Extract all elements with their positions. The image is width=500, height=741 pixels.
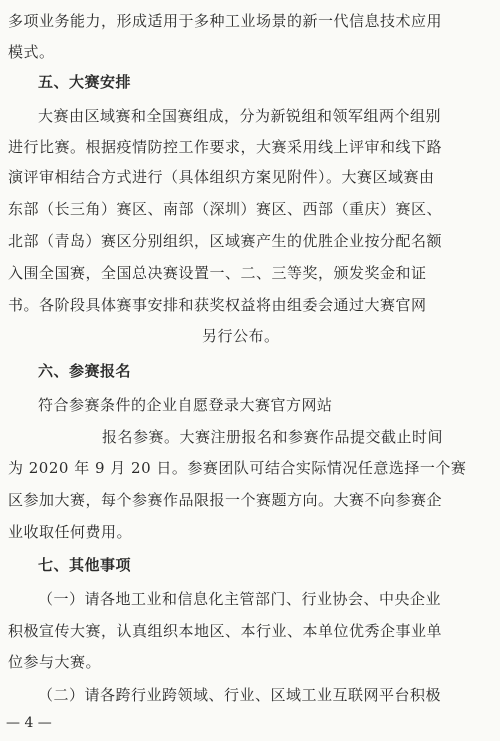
section-7-line-3: 位参与大赛。 [8,653,102,671]
section-5-line-5: 北部（青岛）赛区分别组织，区域赛产生的优胜企业按分配名额 [8,232,443,250]
section-5-line-6: 入围全国赛，全国总决赛设置一、二、三等奖，颁发奖金和证 [8,264,427,282]
section-6-line-5: 业收取任何费用。 [8,523,133,541]
section-5-line-1: 大赛由区域赛和全国赛组成，分为新锐组和领军组两个组别 [38,107,442,125]
section-6-line-2: 报名参赛。大赛注册报名和参赛作品提交截止时间 [102,428,444,446]
section-5-heading: 五、大赛安排 [38,73,132,91]
section-7-heading: 七、其他事项 [38,556,132,574]
section-6-heading: 六、参赛报名 [38,362,132,380]
section-6-line-3: 为 2020 年 9 月 20 日。参赛团队可结合实际情况任意选择一个赛 [8,459,467,477]
section-6-line-4: 区参加大赛，每个参赛作品限报一个赛题方向。大赛不向参赛企 [8,491,443,509]
section-7-line-2: 积极宣传大赛，认真组织本地区、本行业、本单位优秀企事业单 [8,622,443,640]
section-5-line-4: 东部（长三角）赛区、南部（深圳）赛区、西部（重庆）赛区、 [8,200,443,218]
page-number: — 4 — [6,715,52,731]
intro-line-1: 多项业务能力，形成适用于多种工业场景的新一代信息技术应用 [8,12,443,30]
section-6-line-1: 符合参赛条件的企业自愿登录大赛官方网站 [38,396,333,414]
section-5-line-2: 进行比赛。根据疫情防控工作要求，大赛采用线上评审和线下路 [8,138,443,156]
section-7-line-1: （一）请各地工业和信息化主管部门、行业协会、中央企业 [38,590,442,608]
section-5-line-7: 书。各阶段具体赛事安排和获奖权益将由组委会通过大赛官网 [8,296,427,314]
section-5-line-3: 演评审相结合方式进行（具体组织方案见附件）。大赛区域赛由 [8,168,435,186]
section-7-line-4: （二）请各跨行业跨领域、行业、区域工业互联网平台积极 [38,686,442,704]
intro-line-2: 模式。 [8,43,55,61]
section-5-line-8: 另行公布。 [202,327,280,345]
